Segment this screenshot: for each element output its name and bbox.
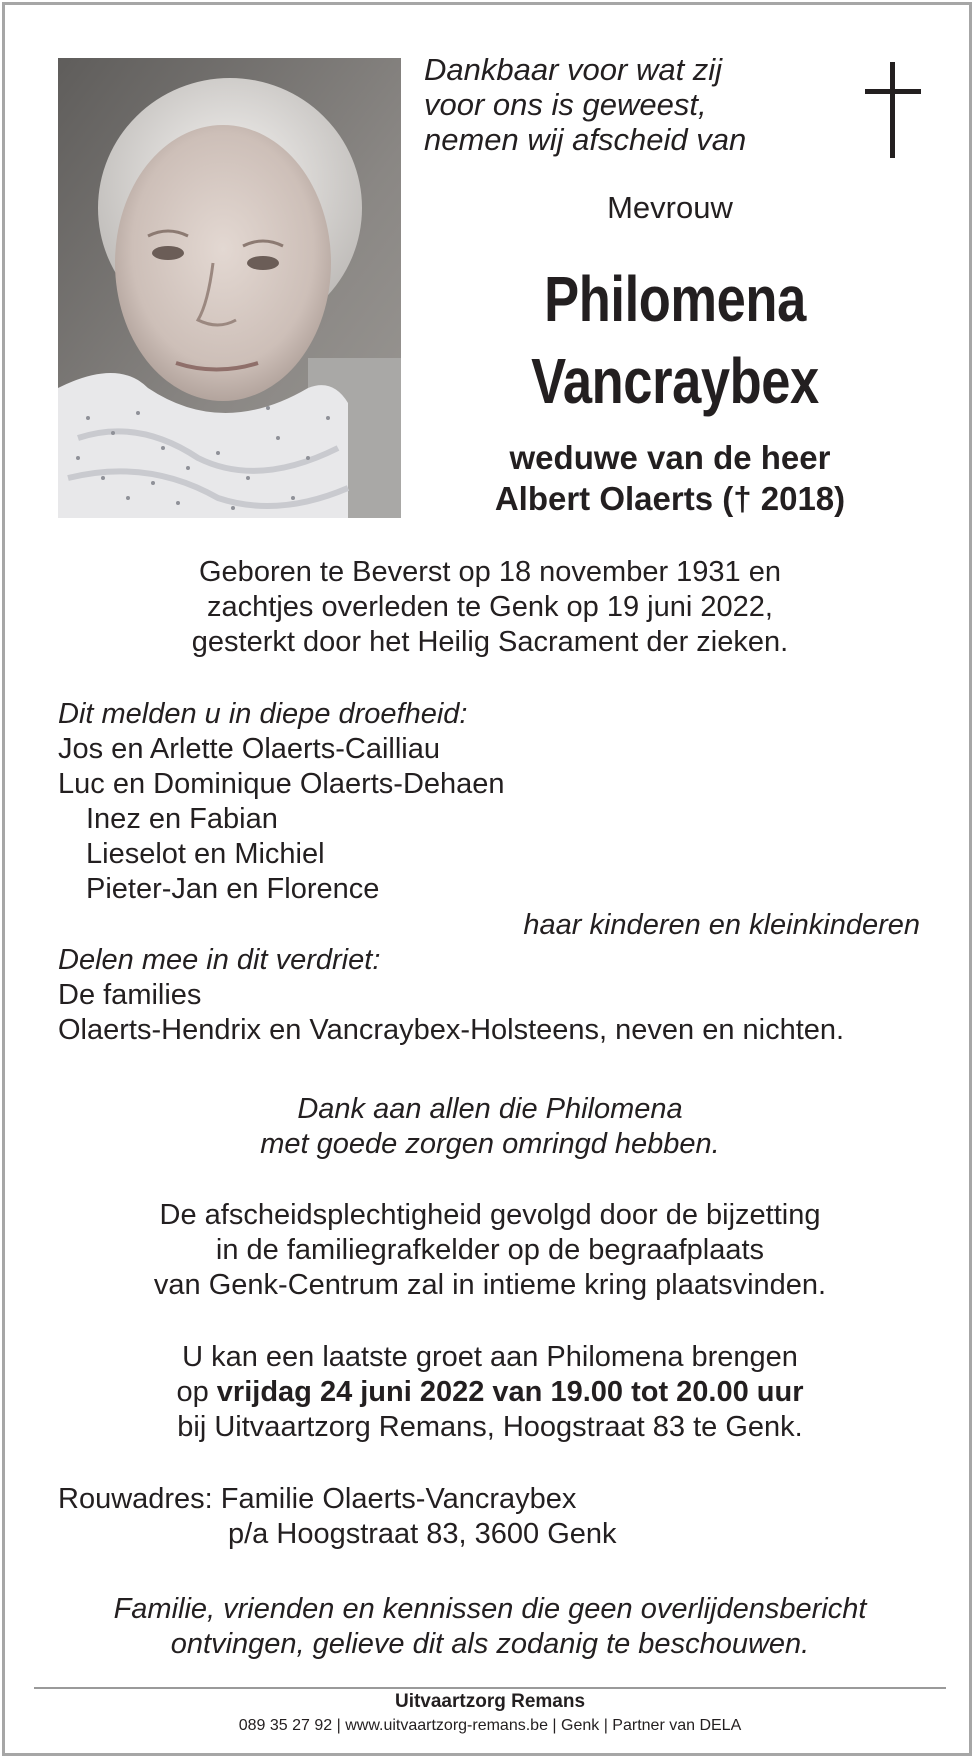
mourner-line: Luc en Dominique Olaerts-Dehaen — [58, 768, 505, 800]
first-name: Philomena — [544, 263, 806, 335]
address-line: Rouwadres: Familie Olaerts-Vancraybex — [58, 1483, 577, 1515]
mourners-list — [58, 697, 505, 907]
thanks-text — [0, 1092, 980, 1162]
last-name: Vancraybex — [531, 345, 819, 417]
portrait-photo — [58, 58, 401, 518]
notice-text — [0, 1592, 980, 1662]
birth-death-text — [0, 555, 980, 660]
text-line: in de familiegrafkelder op de begraafplaats — [215, 1234, 765, 1266]
text-line: met goede zorgen omringd hebben. — [260, 1128, 720, 1160]
intro-line: voor ons is geweest, — [424, 87, 707, 122]
spouse-line: Albert Olaerts († 2018) — [494, 480, 846, 517]
sharing-line: Olaerts-Hendrix en Vancraybex-Holsteens, neven en nichten. — [58, 1014, 845, 1046]
sharing-line: De families — [58, 979, 202, 1011]
text-line: Familie, vrienden en kennissen die geen overlijdensbericht — [113, 1593, 867, 1625]
footer-company: Uitvaartzorg Remans — [394, 1691, 586, 1712]
spouse-line: weduwe van de heer — [509, 439, 831, 476]
mourning-address — [58, 1482, 617, 1552]
mourners-relation: haar kinderen en kleinkinderen — [523, 909, 920, 941]
visit-text — [0, 1340, 980, 1445]
intro-text — [424, 52, 754, 157]
text-line: Dank aan allen die Philomena — [297, 1093, 683, 1125]
text-line: ontvingen, gelieve dit als zodanig te beschouwen. — [170, 1628, 810, 1660]
footer-contact: 089 35 27 92 | www.uitvaartzorg-remans.be | Genk | Partner van DELA — [238, 1717, 742, 1734]
text-line: U kan een laatste groet aan Philomena brengen — [182, 1341, 798, 1373]
honorific: Mevrouw — [607, 190, 733, 225]
sharing-heading: Delen mee in dit verdriet: — [58, 944, 381, 976]
visit-datetime: vrijdag 24 juni 2022 van 19.00 tot 20.00 uur — [216, 1376, 804, 1408]
text-line: van Genk-Centrum zal in intieme kring plaatsvinden. — [153, 1269, 827, 1301]
intro-line: nemen wij afscheid van — [424, 122, 747, 157]
grandchild-line: Pieter-Jan en Florence — [86, 873, 380, 905]
text-line: bij Uitvaartzorg Remans, Hoogstraat 83 te Genk. — [177, 1411, 803, 1443]
visit-prefix: op — [176, 1376, 217, 1408]
footer-divider — [34, 1687, 946, 1689]
intro-line: Dankbaar voor wat zij — [424, 52, 723, 87]
deceased-name — [474, 258, 876, 422]
text-line: gesterkt door het Heilig Sacrament der zieken. — [191, 626, 789, 658]
sharing-list — [58, 943, 844, 1048]
grandchild-line: Lieselot en Michiel — [86, 838, 325, 870]
cross-icon — [865, 62, 921, 158]
mourner-line: Jos en Arlette Olaerts-Cailliau — [58, 733, 440, 765]
text-line: zachtjes overleden te Genk op 19 juni 2022, — [207, 591, 773, 623]
spouse-info — [430, 437, 910, 519]
visit-date-line — [0, 1375, 980, 1410]
grandchild-line: Inez en Fabian — [86, 803, 278, 835]
text-line: De afscheidsplechtigheid gevolgd door de bijzetting — [159, 1199, 821, 1231]
mourners-heading: Dit melden u in diepe droefheid: — [58, 698, 468, 730]
ceremony-text — [0, 1198, 980, 1303]
address-line: p/a Hoogstraat 83, 3600 Genk — [228, 1518, 617, 1550]
text-line: Geboren te Beverst op 18 november 1931 en — [199, 556, 781, 588]
